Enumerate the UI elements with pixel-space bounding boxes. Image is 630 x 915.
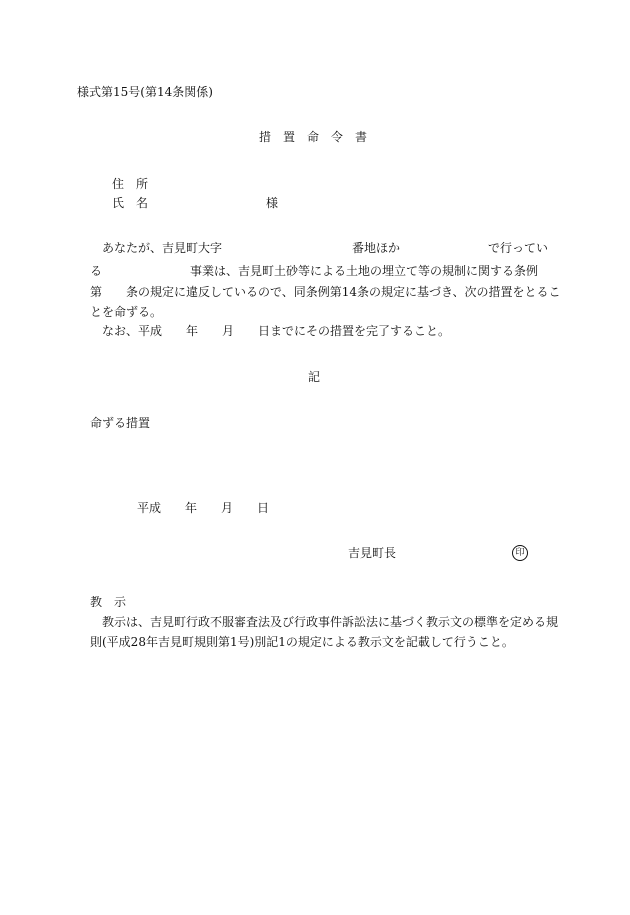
honorific-sama: 様 [266,196,279,210]
seal-mark: 印 [512,545,528,561]
body-line-2b: 事業は、吉見町土砂等による土地の埋立て等の規制に関する条例 [190,264,539,278]
mayor-label: 吉見町長 [348,546,397,560]
body-line-4: とを命ずる。 [90,305,163,319]
instruction-heading: 教 示 [90,595,127,609]
body-line-1c: で行ってい [488,241,549,255]
document-title: 措 置 命 令 書 [259,130,368,144]
instruction-line-1: 教示は、吉見町行政不服審査法及び行政事件訴訟法に基づく教示文の標準を定める規 [102,615,559,629]
name-label: 氏 名 [112,196,149,210]
measures-label: 命ずる措置 [90,416,151,430]
body-line-5: なお、平成 年 月 日までにその措置を完了すること。 [102,324,451,338]
body-line-1b: 番地ほか [352,241,401,255]
issue-date-line: 平成 年 月 日 [137,501,270,515]
form-number: 様式第15号(第14条関係) [77,85,213,99]
body-line-3b: 条の規定に違反しているので、同条例第14条の規定に基づき、次の措置をとるこ [126,285,561,299]
instruction-line-2: 則(平成28年吉見町規則第1号)別記1の規定による教示文を記載して行うこと。 [90,635,514,649]
body-line-1a: あなたが、吉見町大字 [102,241,223,255]
address-label: 住 所 [112,177,149,191]
ki-heading: 記 [308,370,321,384]
body-line-2a: る [90,264,103,278]
body-line-3a: 第 [90,285,103,299]
